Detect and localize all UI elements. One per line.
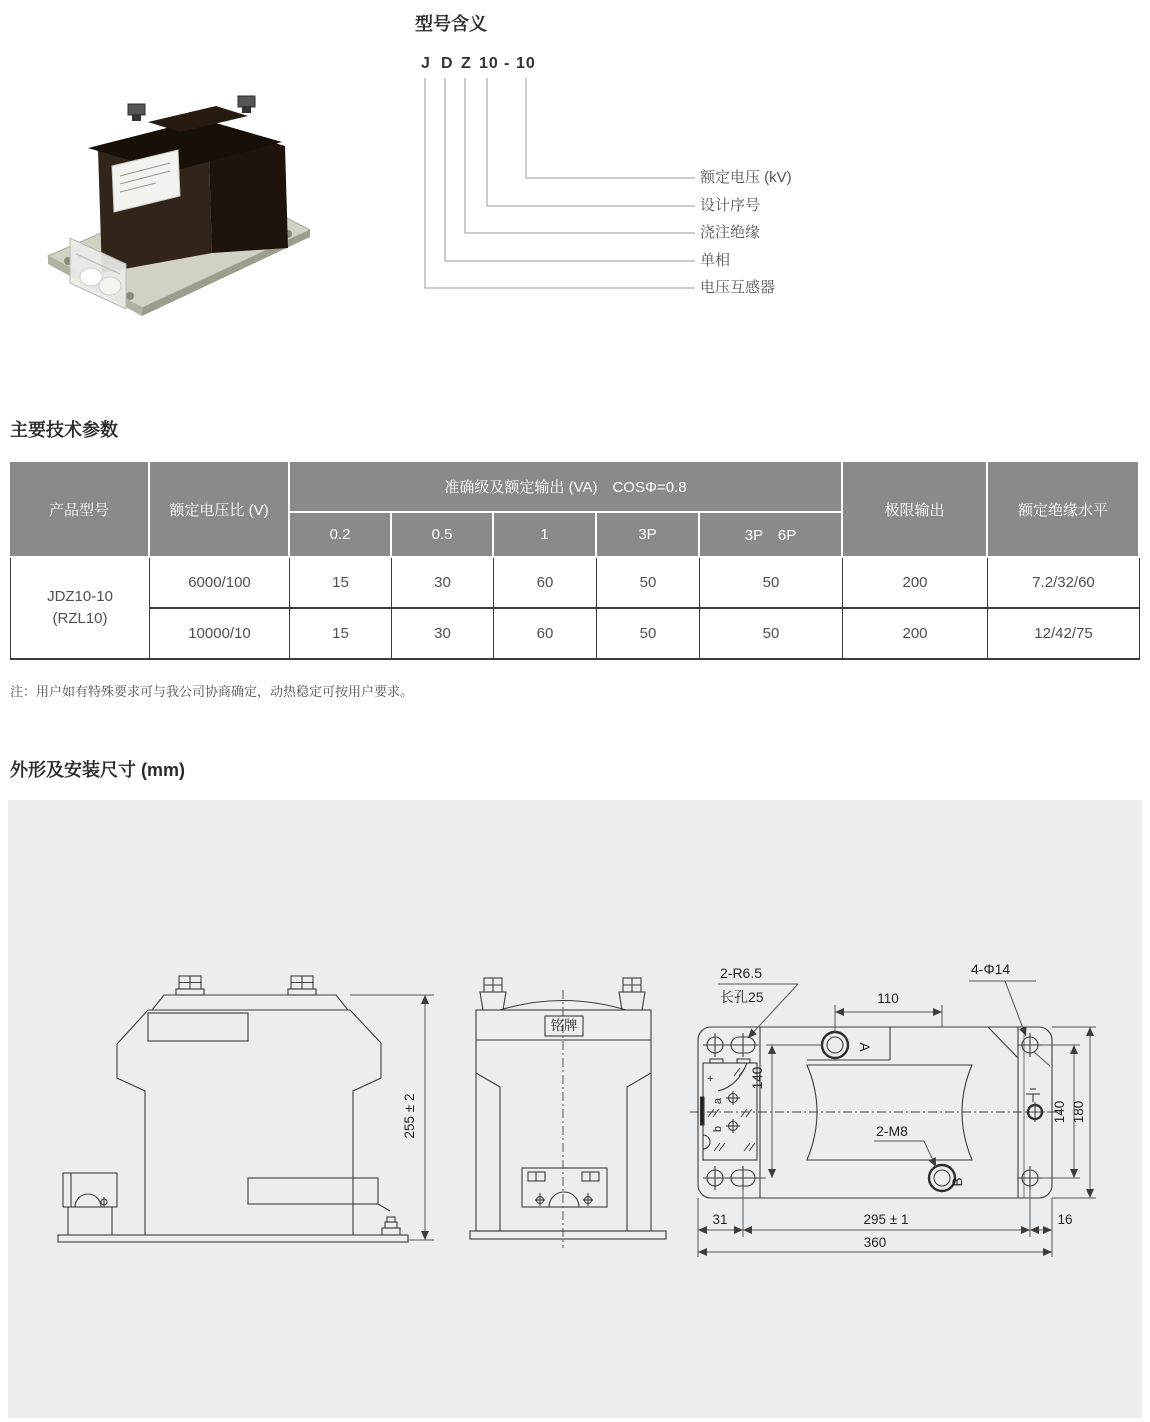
dim-140-right-label: 140 xyxy=(1052,1100,1067,1124)
cell-value: 50 xyxy=(700,609,843,660)
dim-31-label: 31 xyxy=(712,1212,728,1227)
front-height-dim-label: 255 ± 2 xyxy=(402,1093,417,1139)
terminal-b-label: B xyxy=(950,1177,965,1187)
col-header-class-1: 1 xyxy=(494,513,597,558)
cell-value: 12/42/75 xyxy=(988,609,1140,660)
model-meaning-title: 型号含义 xyxy=(415,14,487,34)
product-model-line2: (RZL10) xyxy=(52,610,108,627)
cell-value: 15 xyxy=(290,609,392,660)
col-header-insulation-level: 额定绝缘水平 xyxy=(988,462,1140,558)
model-code-part: 10 xyxy=(516,55,536,72)
dim-110-label: 110 xyxy=(877,991,899,1006)
col-header-limit-output: 极限输出 xyxy=(843,462,988,558)
table-note: 注：用户如有特殊要求可与我公司协商确定，动热稳定可按用户要求。 xyxy=(10,684,414,699)
cell-value: 7.2/32/60 xyxy=(988,558,1140,609)
cell-product-model xyxy=(10,558,150,660)
model-label-single-phase: 单相 xyxy=(700,252,731,269)
cell-value: 200 xyxy=(843,558,988,609)
top-view-drawing xyxy=(690,950,1142,1315)
model-code-part: J xyxy=(421,55,431,72)
side-view-drawing xyxy=(460,960,700,1260)
model-code-part: D xyxy=(441,55,454,72)
dim-360-label: 360 xyxy=(863,1235,887,1250)
hole-dim-label: 4-Φ14 xyxy=(971,961,1011,977)
dim-140-left-label: 140 xyxy=(750,1066,765,1090)
col-header-class-3p6p: 3P 6P xyxy=(700,513,843,558)
terminal-b-small-label: b xyxy=(712,1125,724,1133)
terminal-a-label: A xyxy=(857,1042,872,1052)
col-header-class-02: 0.2 xyxy=(290,513,392,558)
product-model-line1: JDZ10-10 xyxy=(47,588,113,605)
specs-table xyxy=(10,462,1140,660)
col-header-product-model: 产品型号 xyxy=(10,462,150,558)
model-label-voltage-transformer: 电压互感器 xyxy=(700,279,776,296)
nameplate-label: 铭牌 xyxy=(550,1018,578,1033)
model-label-cast-insulation: 浇注绝缘 xyxy=(700,224,761,241)
col-header-class-05: 0.5 xyxy=(392,513,494,558)
table-row xyxy=(10,609,1140,660)
model-code-part: - xyxy=(504,55,511,72)
product-photo xyxy=(30,58,330,323)
model-label-design-serial: 设计序号 xyxy=(700,197,761,214)
cell-value: 60 xyxy=(494,609,597,660)
dimensions-title: 外形及安装尺寸 (mm) xyxy=(10,760,185,780)
cell-value: 50 xyxy=(700,558,843,609)
cell-ratio: 6000/100 xyxy=(150,558,290,609)
slot-dim-label: 2-R6.5 xyxy=(720,965,763,981)
col-header-class-3p: 3P xyxy=(597,513,700,558)
terminal-a-small-label: a xyxy=(712,1097,724,1105)
slot-length-label: 长孔25 xyxy=(720,989,764,1005)
cell-value: 30 xyxy=(392,609,494,660)
model-code-part: Z xyxy=(461,55,472,72)
cell-value: 50 xyxy=(597,609,700,660)
specs-title: 主要技术参数 xyxy=(10,420,118,440)
cell-value: 200 xyxy=(843,609,988,660)
col-header-accuracy-group: 准确级及额定输出 (VA) COSΦ=0.8 xyxy=(290,462,843,513)
model-code-leader-lines xyxy=(410,45,710,300)
model-code-part: 10 xyxy=(479,55,499,72)
dim-16-label: 16 xyxy=(1057,1212,1073,1227)
table-row xyxy=(10,558,1140,609)
cell-value: 30 xyxy=(392,558,494,609)
plus-mark: + xyxy=(707,1073,714,1085)
front-view-drawing xyxy=(40,960,460,1260)
cell-value: 60 xyxy=(494,558,597,609)
cell-ratio: 10000/10 xyxy=(150,609,290,660)
dim-180-label: 180 xyxy=(1071,1100,1086,1124)
cell-value: 15 xyxy=(290,558,392,609)
bolt-dim-label: 2-M8 xyxy=(876,1123,908,1139)
col-header-voltage-ratio: 额定电压比 (V) xyxy=(150,462,290,558)
cell-value: 50 xyxy=(597,558,700,609)
dim-295-label: 295 ± 1 xyxy=(863,1212,909,1227)
model-label-rated-voltage: 额定电压 (kV) xyxy=(700,169,792,186)
